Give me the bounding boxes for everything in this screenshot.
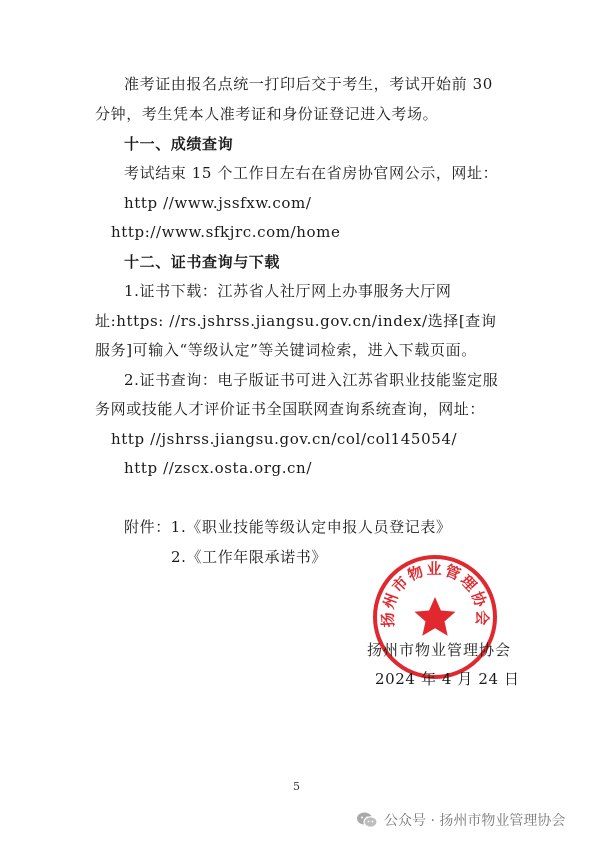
- body-line-8: 务网或技能人才评价证书全国联网查询系统查询，网址：: [95, 400, 486, 418]
- url-line-4: http //zscx.osta.org.cn/: [124, 459, 312, 477]
- body-line-1: 准考证由报名点统一打印后交于考生，考试开始前 30: [124, 75, 493, 93]
- signature-org: 扬州市物业管理协会: [367, 641, 512, 659]
- attachment-line-1: 附件：1.《职业技能等级认定申报人员登记表》: [124, 518, 452, 536]
- wechat-icon: [356, 811, 378, 829]
- footer-account: [356, 808, 565, 832]
- body-line-6: 服务]可输入“等级认定”等关键词检索，进入下载页面。: [95, 341, 477, 359]
- attachment-line-2: 2.《工作年限承诺书》: [171, 548, 327, 566]
- section-heading-12: 十二、证书查询与下载: [124, 253, 281, 271]
- footer-label: 公众号 · 扬州市物业管理协会: [384, 813, 566, 829]
- body-line-2: 分钟，考生凭本人准考证和身份证登记进入考场。: [95, 105, 439, 123]
- body-line-4: 1.证书下载：江苏省人社厅网上办事服务大厅网: [124, 282, 452, 300]
- section-heading-11: 十一、成绩查询: [124, 135, 234, 153]
- seal-text: 扬州市物业管理协会: [378, 560, 492, 628]
- signature-date: 2024 年 4 月 24 日: [375, 670, 520, 688]
- body-line-3: 考试结束 15 个工作日左右在省房协官网公示，网址：: [124, 164, 499, 182]
- url-line-1: http //www.jssfxw.com/: [124, 194, 312, 212]
- url-line-2: http://www.sfkjrc.com/home: [111, 223, 341, 241]
- body-line-5: 址:https: //rs.jshrss.jiangsu.gov.cn/index/选择[查询: [95, 312, 497, 330]
- body-line-7: 2.证书查询：电子版证书可进入江苏省职业技能鉴定服: [124, 371, 499, 389]
- url-line-3: http //jshrss.jiangsu.gov.cn/col/col145054/: [111, 430, 458, 448]
- page-number: 5: [293, 780, 300, 793]
- official-seal-icon: [371, 553, 499, 681]
